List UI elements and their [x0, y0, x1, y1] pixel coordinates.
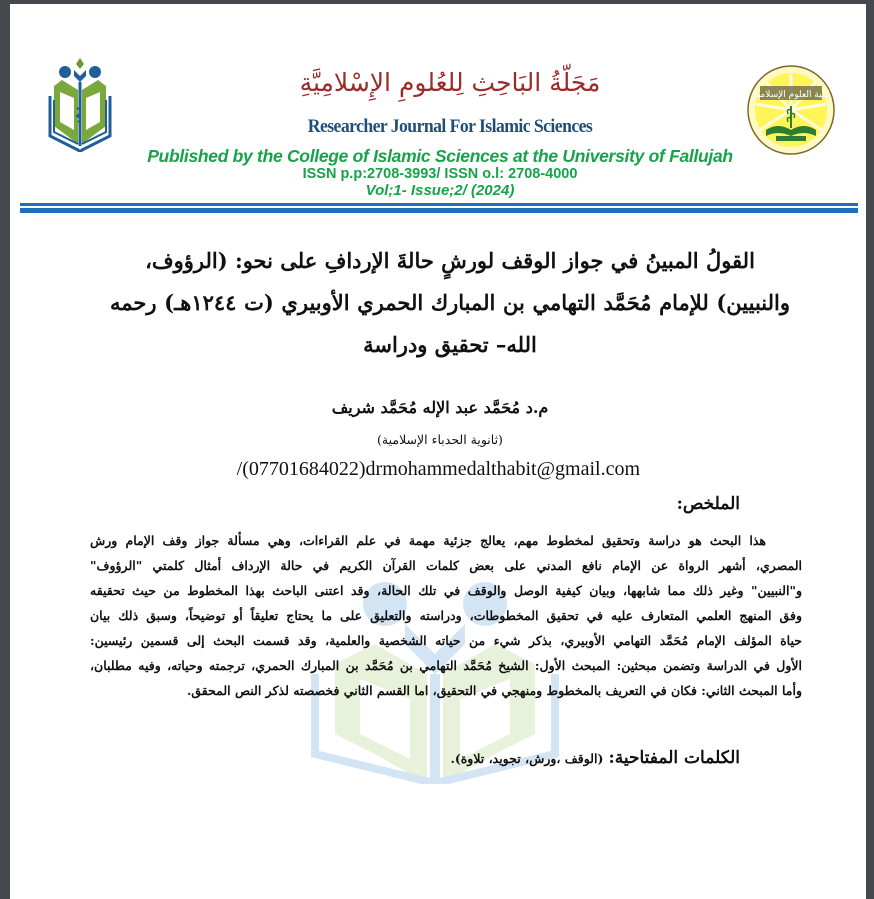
- header-divider-thick: [20, 208, 858, 213]
- keywords-label: الكلمات المفتاحية:: [608, 748, 740, 768]
- abstract-line: و"النبيين" وغير ذلك مما شابهها، وبيان كيفية الوصل والوقف في تلك الحالة، وقد اعتنى الباحث بهذا المخطوط من حيث تحقيقه: [90, 583, 802, 598]
- author-contact[interactable]: /(07701684022)drmohammedalthabit@gmail.com: [236, 458, 640, 480]
- journal-name-arabic: مَجَلّةُ البَاحِثِ لِلعُلومِ الإِسْلامِيَّةِ: [299, 68, 601, 97]
- abstract-body: [90, 528, 802, 703]
- keywords: [310, 748, 740, 768]
- abstract-heading: الملخص:: [676, 494, 740, 514]
- abstract-line: هذا البحث هو دراسة وتحقيق لمخطوط مهم، يعالج جزئية مهمة في علم القراءات، وهي مسألة جواز وقف الإمام ورش: [90, 533, 766, 548]
- abstract-line: الأول في الدراسة وتضمن مبحثين: المبحث الأول: الشيخ مُحَمَّد التهامي بن مُحَمَّد بن المبارك الحمري، ترجمته وحياته، وفيه مطلبان،: [90, 658, 802, 673]
- college-seal-logo: [746, 64, 836, 156]
- abstract-line: وفق المنهج العلمي المتعارف عليه في تحقيق المخطوطات، ودراسته والتعليق على ما يحتاج تعليقاً أو توضيحاً، وسبق ذلك بيان: [90, 608, 802, 623]
- seal-text: كلية العلوم الإسلامية: [752, 90, 830, 100]
- abstract-line: المصري، أشهر الرواة عن الإمام نافع المدني على بعض كلمات القرآن الكريم في حالة الإرداف أمثال كلمتي "الرؤوف": [90, 558, 802, 573]
- author-name: م.د مُحَمَّد عبد الإله مُحَمَّد شريف: [331, 398, 549, 417]
- keywords-values: (الوقف ،ورش، تجويد، تلاوة).: [450, 751, 604, 766]
- article-title: [110, 240, 790, 366]
- volume-issue-line: Vol;1- Issue;2/ (2024): [365, 182, 515, 199]
- title-line: القولُ المبينُ في جواز الوقف لورشٍ حالةَ الإردافِ على نحو: (الرؤوف،: [145, 248, 755, 273]
- issn-line: ISSN p.p:2708-3993/ ISSN o.l: 2708-4000: [302, 166, 578, 182]
- title-line: والنبيين) للإمام مُحَمَّد التهامي بن المبارك الحمري الأوبيري (ت ١٢٤٤هـ) رحمه: [110, 290, 790, 315]
- header-divider-thin: [20, 203, 858, 206]
- document-page: [10, 4, 866, 899]
- author-affiliation: (ثانوية الحدباء الإسلامية): [377, 432, 503, 447]
- journal-book-logo: [48, 56, 112, 152]
- abstract-line: وأما المبحث الثاني: فكان في التعريف بالمخطوط ومنهجي في التحقيق، اما القسم الثاني فخصصته لذكر النص المحقق.: [186, 683, 802, 698]
- title-line: الله– تحقيق ودراسة: [363, 332, 537, 357]
- abstract-line: حياة المؤلف الإمام مُحَمَّد التهامي الأوبيري، بذكر شيء من حياته الشخصية والعلمية، وقد قسمت البحث إلى قسمين رئيسين:: [90, 633, 802, 648]
- journal-name-english: Researcher Journal For Islamic Sciences: [307, 116, 593, 137]
- publisher-line: Published by the College of Islamic Sciences at the University of Fallujah: [147, 146, 733, 166]
